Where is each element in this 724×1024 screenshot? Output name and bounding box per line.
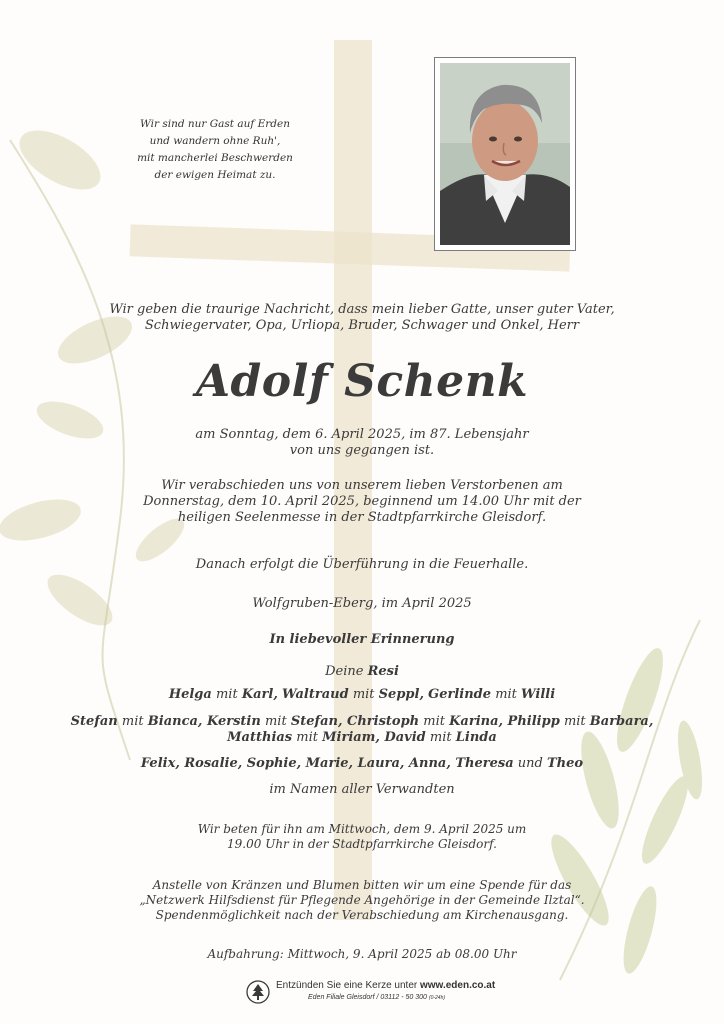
intro-line: Schwiegervater, Opa, Urliopa, Bruder, Schwager und Onkel, Herr: [144, 318, 580, 333]
wife-name: Resi: [367, 664, 399, 679]
donation-line: Spendenmöglichkeit nach der Verabschiedung am Kirchenausgang.: [155, 908, 569, 922]
mit-word: mit: [495, 687, 517, 702]
grandchild-name: Bianca, Kerstin: [147, 714, 261, 729]
child-name: Waltraud: [282, 687, 349, 702]
mourner-children: [62, 687, 662, 703]
und-word: und: [517, 756, 543, 771]
child-name: Gerlinde: [428, 687, 492, 702]
grandchild-name: Miriam, David: [322, 730, 426, 745]
deceased-name: Adolf Schenk: [195, 356, 529, 407]
memorial-poem: [130, 116, 300, 184]
tree-logo-icon: [246, 980, 270, 1004]
announcement-intro: [62, 302, 662, 334]
mourner-grandchildren: [62, 714, 662, 746]
funeral-home-footer: [246, 978, 516, 1008]
child-name: Helga: [168, 687, 212, 702]
poem-line: der ewigen Heimat zu.: [154, 169, 276, 181]
great-grandchildren-names: Felix, Rosalie, Sophie, Marie, Laura, Anna, Theresa: [140, 756, 514, 771]
mit-word: mit: [121, 714, 144, 729]
wife-prefix: Deine: [325, 664, 364, 679]
transfer-notice: Danach erfolgt die Überführung in die Feuerhalle.: [195, 557, 529, 572]
grandchild-name: Linda: [455, 730, 497, 745]
grandchild-name: Matthias: [227, 730, 293, 745]
candle-line: [276, 980, 495, 991]
funeral-line: Donnerstag, dem 10. April 2025, beginnend um 14.00 Uhr mit der: [143, 494, 581, 509]
candle-text: Entzünden Sie eine Kerze unter: [276, 980, 418, 991]
place-date: Wolfgruben-Eberg, im April 2025: [252, 596, 472, 611]
mit-word: mit: [215, 687, 238, 702]
donation-info: [62, 878, 662, 923]
grandchild-name: Stefan, Christoph: [290, 714, 420, 729]
mourner-wife: [62, 664, 662, 680]
mit-word: mit: [423, 714, 445, 729]
funeral-line: heiligen Seelenmesse in der Stadtpfarrkirche Gleisdorf.: [177, 510, 547, 525]
child-spouse: Seppl,: [378, 687, 424, 702]
death-line: am Sonntag, dem 6. April 2025, im 87. Lebensjahr: [195, 427, 529, 442]
mourner-great-grandchildren: [62, 756, 662, 772]
child-spouse: Willi: [521, 687, 556, 702]
grandchild-name: Barbara,: [589, 714, 654, 729]
death-line: von uns gegangen ist.: [289, 443, 435, 458]
portrait-photo: [440, 63, 570, 245]
branch-line: [308, 994, 445, 1001]
donation-line: „Netzwerk Hilfsdienst für Pflegende Angehörige in der Gemeinde Ilztal“.: [139, 893, 585, 907]
website-link[interactable]: www.eden.co.at: [420, 980, 496, 991]
relatives-line: im Namen aller Verwandten: [269, 782, 455, 797]
child-spouse: Karl,: [241, 687, 278, 702]
prayer-line: 19.00 Uhr in der Stadtpfarrkirche Gleisdorf.: [227, 837, 497, 851]
mit-word: mit: [429, 730, 452, 745]
great-grandchild-last: Theo: [547, 756, 584, 771]
funeral-line: Wir verabschieden uns von unserem lieben Verstorbenen am: [161, 478, 563, 493]
grandchild-name: Stefan: [70, 714, 118, 729]
donation-line: Anstelle von Kränzen und Blumen bitten wir um eine Spende für das: [152, 878, 572, 892]
poem-line: Wir sind nur Gast auf Erden: [140, 118, 290, 130]
portrait-frame: [434, 57, 576, 251]
viewing-info: Aufbahrung: Mittwoch, 9. April 2025 ab 08.00 Uhr: [207, 947, 517, 961]
branch-info: Eden Filiale Gleisdorf / 03112 - 50 300: [308, 994, 427, 1001]
branch-hours: (0-24h): [428, 995, 446, 1001]
grandchild-name: Karina, Philipp: [449, 714, 560, 729]
prayer-info: [62, 822, 662, 852]
funeral-info: [62, 478, 662, 526]
memory-heading: In liebevoller Erinnerung: [269, 632, 455, 647]
poem-line: mit mancherlei Beschwerden: [137, 152, 293, 164]
mit-word: mit: [296, 730, 318, 745]
mit-word: mit: [563, 714, 586, 729]
death-notice: [62, 427, 662, 459]
poem-line: und wandern ohne Ruh',: [149, 135, 281, 147]
mit-word: mit: [264, 714, 287, 729]
mit-word: mit: [352, 687, 375, 702]
intro-line: Wir geben die traurige Nachricht, dass mein lieber Gatte, unser guter Vater,: [109, 302, 615, 317]
prayer-line: Wir beten für ihn am Mittwoch, dem 9. April 2025 um: [197, 822, 527, 836]
